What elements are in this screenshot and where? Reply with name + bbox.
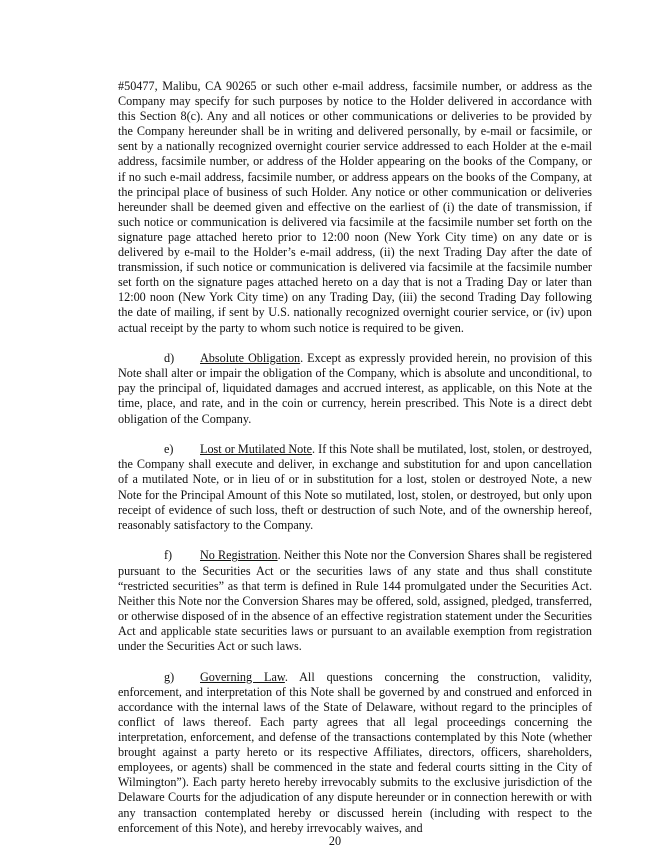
section-label: f)	[164, 548, 173, 563]
section-body: . Neither this Note nor the Conversion Shares shall be registered pursuant to the Securities Act or the securities laws of any state and thus shall constitute “restricted securities” as that term is defined in Rule 144 promulgated under the Securities Act. Neither this Note nor the Conversion Shares may be offered, sold, assigned, pledged, transferred, or otherwise disposed of in the absence of an effective registration statement under the Securities Act and applicable state securities laws or pursuant to an available exemption from registration under the Securities Act or such laws.	[118, 548, 592, 653]
section-label: d)	[164, 351, 175, 366]
page-number: 20	[328, 834, 342, 848]
section-label: g)	[164, 669, 175, 684]
section-heading: Lost or Mutilated Note	[200, 442, 313, 457]
section-e-lost-or-mutilated-note	[118, 442, 592, 533]
section-f-no-registration	[118, 548, 592, 654]
section-d-absolute-obligation	[118, 351, 592, 426]
section-heading: Absolute Obligation	[200, 351, 301, 366]
section-label: e)	[164, 442, 174, 457]
section-body: . All questions concerning the construction, validity, enforcement, and interpretation of this Note shall be governed by and construed and enforced in accordance with the internal laws of the State of Delaware, without regard to the principles of conflict of laws thereof. Each party agrees that all legal proceedings concerning the interpretation, enforcement, and defense of the transactions contemplated by this Note (whether brought against a party hereto or its respective Affiliates, directors, officers, shareholders, employees, or agents) shall be commenced in the state and federal courts sitting in the City of Wilmington”). Each party hereto hereby irrevocably submits to the exclusive jurisdiction of the Delaware Courts for the adjudication of any dispute hereunder or in connection herewith or with any transaction contemplated hereby or discussed herein (including with respect to the enforcement of this Note), and hereby irrevocably waives, and	[118, 669, 592, 835]
section-heading: Governing Law	[200, 669, 285, 684]
section-body: . If this Note shall be mutilated, lost, stolen, or destroyed, the Company shall execute and deliver, in exchange and substitution for and upon cancellation of a mutilated Note, or in lieu of or in substitution for a lost, stolen or destroyed Note, a new Note for the Principal Amount of this Note so mutilated, lost, stolen, or destroyed, but only upon receipt of evidence of such loss, theft or destruction of such Note, and of the ownership hereof, reasonably satisfactory to the Company.	[118, 442, 592, 532]
document-body	[118, 79, 592, 851]
notice-paragraph: #50477, Malibu, CA 90265 or such other e-mail address, facsimile number, or address as the Company may specify for such purposes by notice to the Holder delivered in accordance with this Section 8(c). Any and all notices or other communications or deliveries to be provided by the Company hereunder shall be in writing and delivered personally, by e-mail or facsimile, or sent by a nationally recognized overnight courier service addressed to each Holder at the e-mail address, facsimile number, or address of the Holder appearing on the books of the Company, or if no such e-mail address, facsimile number, or address appears on the books of the Company, at the principal place of business of such Holder. Any notice or other communication or deliveries hereunder shall be deemed given and effective on the earliest of (i) the date of transmission, if such notice or communication is delivered via facsimile at the facsimile number set forth on the signature page attached hereto prior to 12:00 noon (New York City time) on any date or is delivered by e-mail to the Holder’s e-mail address, (ii) the next Trading Day after the date of transmission, if such notice or communication is delivered via facsimile at the facsimile number set forth on the signature pages attached hereto on a day that is not a Trading Day or later than 12:00 noon (New York City time) on any Trading Day, (iii) the second Trading Day following the date of mailing, if sent by U.S. nationally recognized overnight courier service, or (iv) upon actual receipt by the party to whom such notice is required to be given.	[118, 79, 592, 335]
section-g-governing-law	[118, 670, 592, 836]
section-heading: No Registration	[200, 548, 278, 563]
section-body: . Except as expressly provided herein, no provision of this Note shall alter or impair the obligation of the Company, which is absolute and unconditional, to pay the principal of, liquidated damages and accrued interest, as applicable, on this Note at the time, place, and rate, and in the coin or currency, herein prescribed. This Note is a direct debt obligation of the Company.	[118, 351, 592, 426]
